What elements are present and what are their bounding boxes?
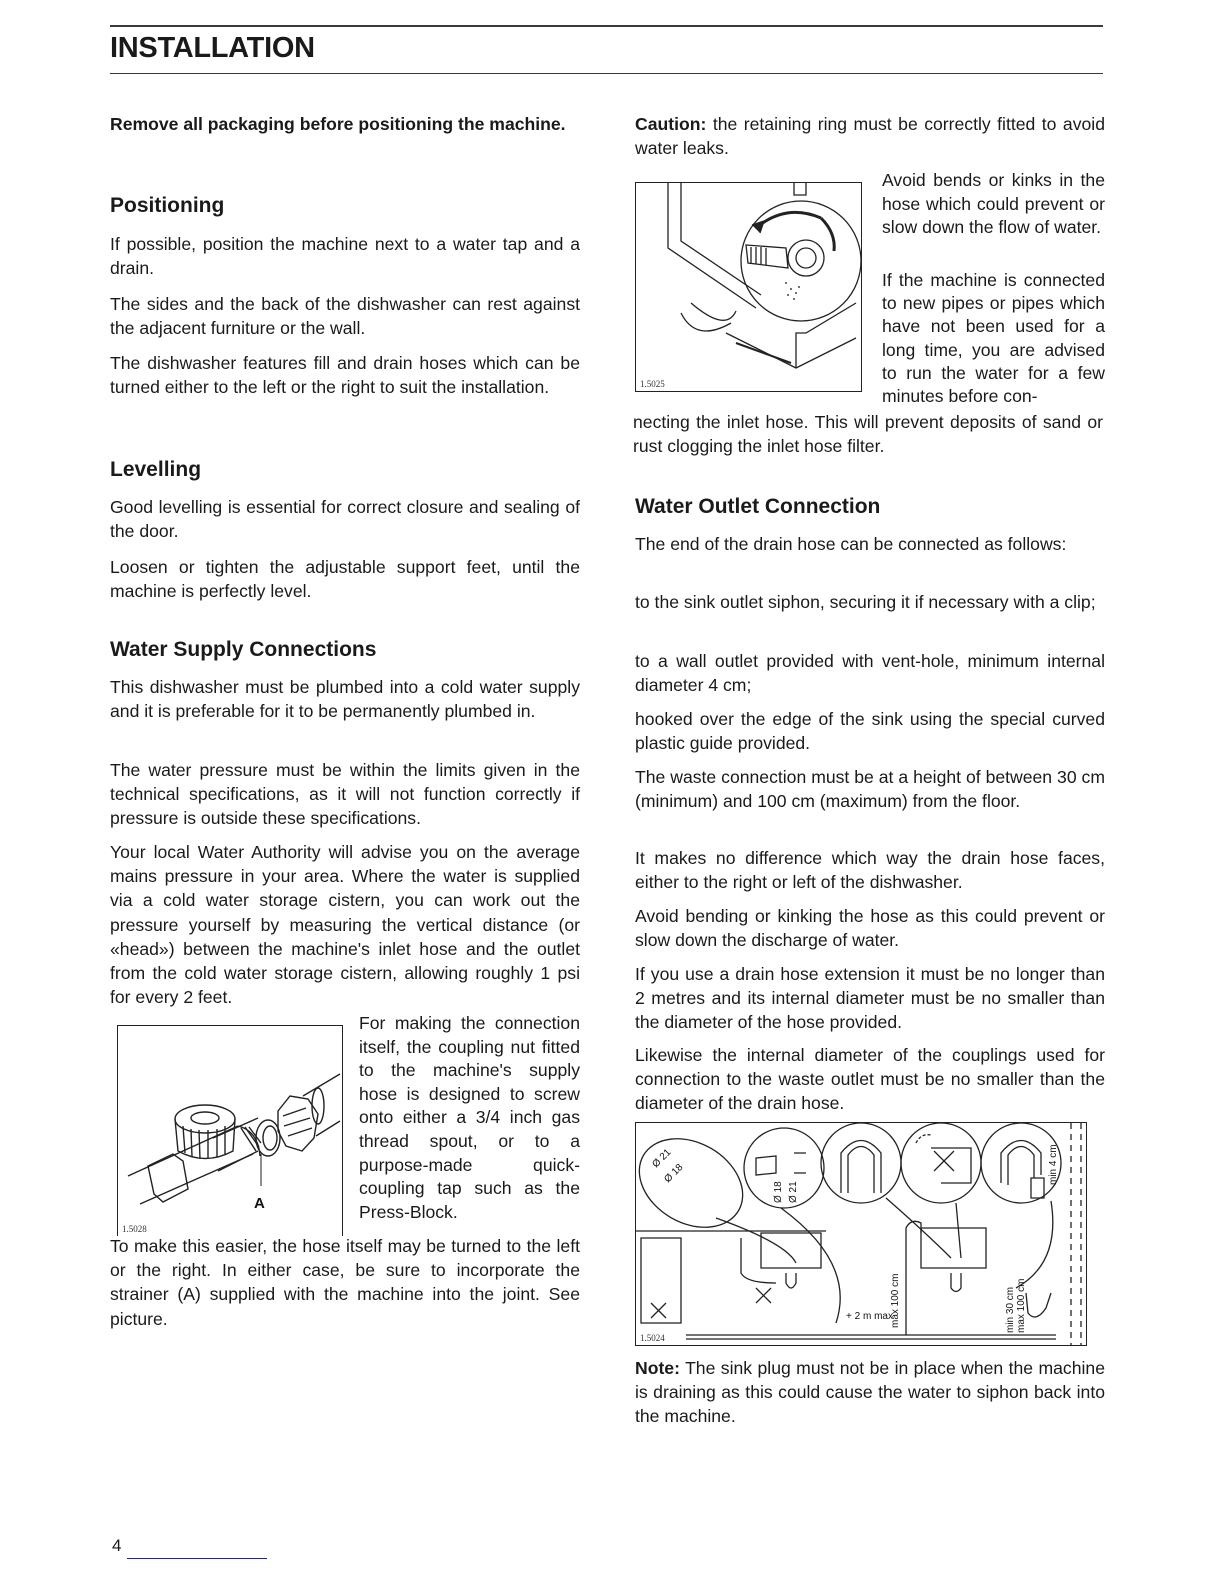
tap-coupling-illustration [118,1026,342,1236]
water-supply-paragraph-1: This dishwasher must be plumbed into a cold water supply and it is preferable for it to be permanently plumbed in. [110,677,580,722]
diameter-21-label: Ø 21 [650,1147,674,1171]
figure-code: 1.5024 [640,1333,665,1343]
water-outlet-paragraph-3: to a wall outlet provided with vent-hole, minimum internal diameter 4 cm; [635,651,1105,696]
water-outlet-paragraph-5: The waste connection must be at a height of between 30 cm (minimum) and 100 cm (maximum) from the floor. [635,767,1105,812]
levelling-paragraph-2: Loosen or tighten the adjustable support feet, until the machine is perfectly level. [110,557,580,602]
diameter-18-label: Ø 18 [662,1162,686,1186]
drain-connection-illustration [636,1123,1086,1345]
levelling-paragraph-1: Good levelling is essential for correct closure and sealing of the door. [110,497,580,542]
min-4cm-label: min 4 cm [1048,1144,1059,1185]
note-text: The sink plug must not be in place when the machine is draining as this could cause the water to siphon back into the machine. [635,1358,1105,1427]
retaining-ring-figure [635,182,862,392]
strainer-label-a: A [254,1195,265,1212]
levelling-heading: Levelling [110,458,202,481]
page-title: INSTALLATION [110,32,315,64]
water-supply-paragraph-2: The water pressure must be within the limits given in the technical specifications, as it will not function correctly if pressure is outside these specifications. [110,760,580,829]
header-rule-top [110,25,1103,27]
drain-options-figure [635,1122,1087,1346]
diameter-18-label-b: Ø 18 [773,1181,784,1203]
sink-plug-note [635,1356,1105,1429]
water-supply-paragraph-3: Your local Water Authority will advise you on the average mains pressure in your area. Where the water is supplied via a cold water storage cistern, you can work out the pressure yourself by measuring the vertical distance (or «head») between the machine's inlet hose and the outlet from the cold water storage cistern, allowing roughly 1 psi for every 2 feet. [110,842,580,1008]
coupling-side-text: For making the connection itself, the coupling nut fitted to the machine's supply hose is designed to screw onto either a 3/4 inch gas thread spout, or to a purpose-made quick-coupling tap such as the Press-Block. [359,1013,580,1222]
positioning-paragraph-2: The sides and the back of the dishwasher can rest against the adjacent furniture or the wall. [110,294,580,339]
packaging-warning: Remove all packaging before positioning the machine. [110,114,566,134]
caution-note [635,112,1105,160]
header-rule-bottom [110,73,1103,74]
new-pipes-text: If the machine is connected to new pipes or pipes which have not been used for a long time, you are advised to run the water for a few minutes before con- [882,270,1105,407]
page-link-underline[interactable] [127,1558,267,1559]
min-30cm-label: min 30 cm [1005,1286,1016,1333]
positioning-paragraph-3: The dishwasher features fill and drain hoses which can be turned either to the left or the right to suit the installation. [110,353,580,398]
water-outlet-paragraph-4: hooked over the edge of the sink using the special curved plastic guide provided. [635,709,1105,754]
page-number: 4 [112,1536,122,1555]
water-outlet-paragraph-6: It makes no difference which way the drain hose faces, either to the right or left of the dishwasher. [635,848,1105,893]
caution-text: the retaining ring must be correctly fitted to avoid water leaks. [635,114,1105,159]
positioning-paragraph-1: If possible, position the machine next to a water tap and a drain. [110,234,580,279]
water-outlet-paragraph-2: to the sink outlet siphon, securing it if necessary with a clip; [635,592,1096,612]
water-outlet-paragraph-1: The end of the drain hose can be connected as follows: [635,534,1067,554]
inlet-hose-illustration [636,183,861,391]
coupling-figure [117,1025,343,1236]
figure-code: 1.5028 [122,1224,147,1234]
max-100cm-label: max 100 cm [890,1273,901,1328]
plus-2m-max-label: + 2 m max [846,1311,893,1322]
water-outlet-paragraph-8: If you use a drain hose extension it must be no longer than 2 metres and its internal diameter must be no smaller than the diameter of the hose provided. [635,964,1105,1033]
figure-code: 1.5025 [640,379,665,389]
positioning-heading: Positioning [110,194,225,217]
water-supply-heading: Water Supply Connections [110,638,377,661]
caution-label: Caution: [635,114,707,134]
diameter-21-label-b: Ø 21 [788,1181,799,1203]
water-outlet-paragraph-7: Avoid bending or kinking the hose as this could prevent or slow down the discharge of water. [635,906,1105,951]
note-label: Note: [635,1358,680,1378]
water-supply-after-figure: To make this easier, the hose itself may be turned to the left or the right. In either case, be sure to incorporate the strainer (A) supplied with the machine into the joint. See picture. [110,1236,580,1329]
new-pipes-continued: necting the inlet hose. This will prevent deposits of sand or rust clogging the inlet hose filter. [633,412,1103,457]
max-100cm-label-b: max 100 cm [1016,1278,1027,1333]
water-outlet-paragraph-9: Likewise the internal diameter of the couplings used for connection to the waste outlet must be no smaller than the diameter of the drain hose. [635,1045,1105,1114]
avoid-bends-text: Avoid bends or kinks in the hose which could prevent or slow down the flow of water. [882,170,1105,238]
water-outlet-heading: Water Outlet Connection [635,495,881,518]
